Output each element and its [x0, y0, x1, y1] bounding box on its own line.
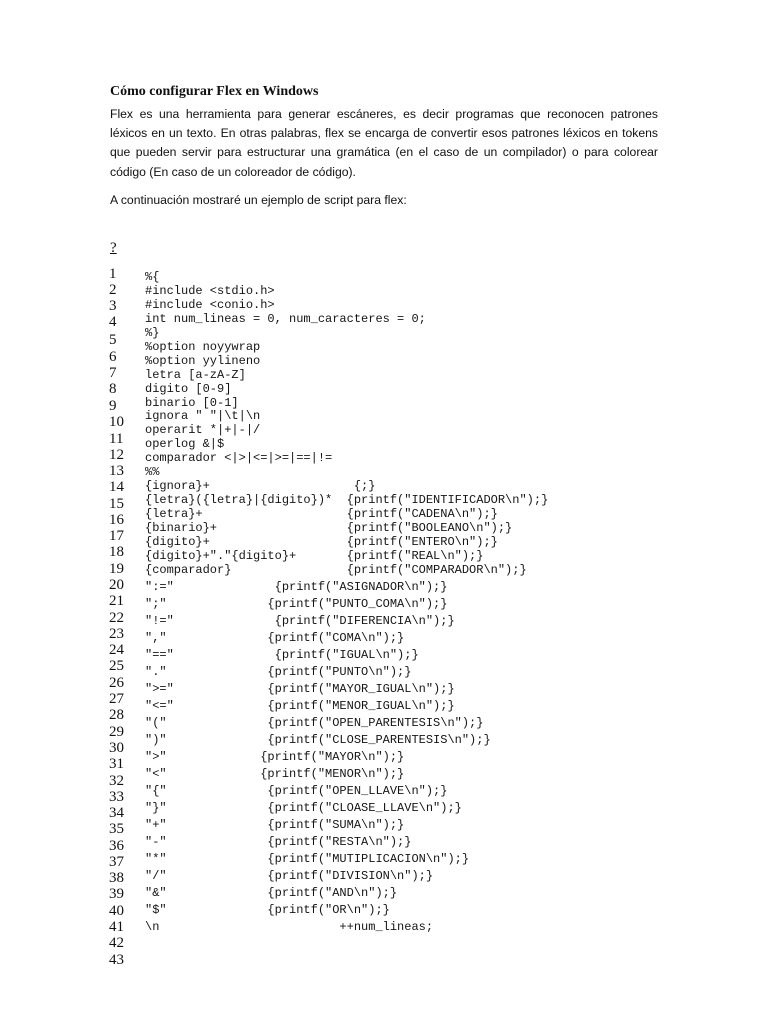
line-number: 25 [109, 658, 124, 674]
intro-paragraph: Flex es una herramienta para generar escáneres, es decir programas que reconocen patrones léxicos en un texto. En otras palabras, flex se encarga de convertir esos patrones léxicos en tokens que pueden servir para estructurar una gramática (en el caso de un compilador) o para colorear código (En caso de un coloreador de código). [110, 107, 658, 179]
code-text: {comparador} {printf("COMPARADOR\n");} [145, 563, 527, 577]
code-text: "$" {printf("OR\n");} [145, 903, 390, 917]
code-text: operarit *|+|-|/ [145, 423, 261, 437]
code-text: "*" {printf("MUTIPLICACION\n");} [145, 852, 470, 866]
line-number: 32 [109, 773, 124, 789]
line-number: 38 [109, 870, 124, 886]
code-text: "{" {printf("OPEN_LLAVE\n");} [145, 784, 448, 798]
code-help-link[interactable]: ? [110, 240, 117, 256]
line-number: 7 [109, 365, 117, 381]
line-number: 13 [109, 463, 124, 479]
line-number: 36 [109, 838, 124, 854]
code-text: letra [a-zA-Z] [145, 368, 246, 382]
code-text: \n ++num_lineas; [145, 920, 434, 934]
line-number: 33 [109, 789, 124, 805]
code-text: %} [145, 326, 160, 340]
line-number: 12 [109, 447, 124, 463]
line-number: 20 [109, 577, 124, 593]
lead-paragraph: A continuación mostraré un ejemplo de script para flex: [110, 193, 407, 207]
line-number: 11 [109, 431, 124, 447]
line-number: 41 [109, 919, 124, 935]
line-number: 39 [109, 886, 124, 902]
line-number: 14 [109, 479, 124, 495]
line-number: 2 [109, 282, 117, 298]
code-text: ";" {printf("PUNTO_COMA\n");} [145, 597, 448, 611]
line-number: 27 [109, 691, 124, 707]
line-number: 29 [109, 724, 124, 740]
code-text: {digito}+ {printf("ENTERO\n");} [145, 535, 498, 549]
code-text: ignora " "|\t|\n [145, 409, 261, 423]
code-text: "(" {printf("OPEN_PARENTESIS\n");} [145, 716, 484, 730]
code-text: %option yylineno [145, 354, 261, 368]
line-number: 21 [109, 593, 124, 609]
code-text: "-" {printf("RESTA\n");} [145, 835, 412, 849]
line-number: 37 [109, 854, 124, 870]
code-text: "<" {printf("MENOR\n");} [145, 767, 405, 781]
line-number: 28 [109, 707, 124, 723]
code-text: "," {printf("COMA\n");} [145, 631, 405, 645]
code-text: #include <stdio.h> [145, 284, 275, 298]
line-number: 6 [109, 349, 117, 365]
code-text: "}" {printf("CLOASE_LLAVE\n");} [145, 801, 462, 815]
code-text: "/" {printf("DIVISION\n");} [145, 869, 434, 883]
line-number: 24 [109, 642, 124, 658]
code-text: binario [0-1] [145, 396, 239, 410]
page-title: Cómo configurar Flex en Windows [110, 84, 319, 99]
line-number: 15 [109, 496, 124, 512]
line-number: 22 [109, 610, 124, 626]
line-number: 18 [109, 544, 124, 560]
line-number: 35 [109, 821, 124, 837]
line-number: 31 [109, 756, 124, 772]
code-text: {letra}+ {printf("CADENA\n");} [145, 507, 498, 521]
line-number: 10 [109, 414, 124, 430]
code-text: operlog &|$ [145, 437, 225, 451]
code-text: int num_lineas = 0, num_caracteres = 0; [145, 312, 426, 326]
line-number: 23 [109, 626, 124, 642]
code-text: {letra}({letra}|{digito})* {printf("IDENTIFICADOR\n");} [145, 493, 549, 507]
line-number: 26 [109, 675, 124, 691]
line-number: 19 [109, 561, 124, 577]
line-number: 17 [109, 528, 124, 544]
code-text: "&" {printf("AND\n");} [145, 886, 398, 900]
line-number: 34 [109, 805, 124, 821]
code-text: "+" {printf("SUMA\n");} [145, 818, 405, 832]
line-number: 43 [109, 952, 124, 968]
line-number: 1 [109, 266, 117, 282]
code-text: ">" {printf("MAYOR\n");} [145, 750, 405, 764]
line-number: 4 [109, 314, 117, 330]
code-text: %% [145, 465, 160, 479]
code-text: {digito}+"."{digito}+ {printf("REAL\n");} [145, 549, 484, 563]
line-number: 40 [109, 903, 124, 919]
line-number: 42 [109, 935, 124, 951]
line-number: 9 [109, 398, 117, 414]
line-number: 5 [109, 332, 117, 348]
code-text: ")" {printf("CLOSE_PARENTESIS\n");} [145, 733, 491, 747]
code-text: comparador <|>|<=|>=|==|!= [145, 451, 333, 465]
code-text: %{ [145, 270, 160, 284]
line-number: 30 [109, 740, 124, 756]
code-text: "!=" {printf("DIFERENCIA\n");} [145, 614, 455, 628]
code-text: "." {printf("PUNTO\n");} [145, 665, 412, 679]
code-text: %option noyywrap [145, 340, 261, 354]
code-text: #include <conio.h> [145, 298, 275, 312]
line-number: 3 [109, 298, 117, 314]
line-number: 16 [109, 512, 124, 528]
code-text: ":=" {printf("ASIGNADOR\n");} [145, 580, 448, 594]
line-number: 8 [109, 381, 117, 397]
code-text: {binario}+ {printf("BOOLEANO\n");} [145, 521, 513, 535]
code-text: "<=" {printf("MENOR_IGUAL\n");} [145, 699, 455, 713]
code-text: {ignora}+ {;} [145, 479, 376, 493]
code-text: ">=" {printf("MAYOR_IGUAL\n");} [145, 682, 455, 696]
code-text: digito [0-9] [145, 382, 232, 396]
code-text: "==" {printf("IGUAL\n");} [145, 648, 419, 662]
